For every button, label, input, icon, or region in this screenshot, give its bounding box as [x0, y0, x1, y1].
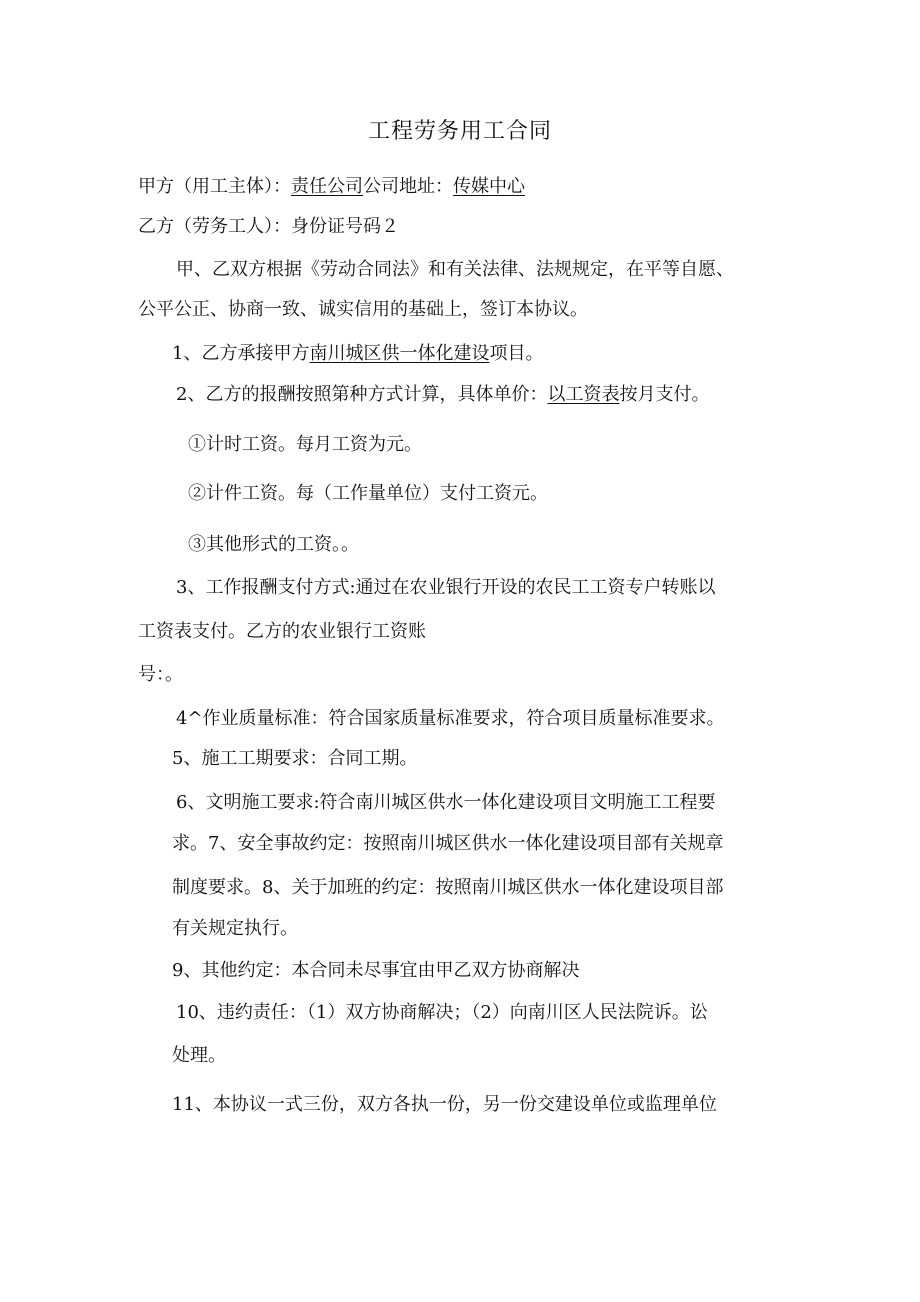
- clause-3-line-1: 3、工作报酬支付方式:通过在农业银行开设的农民工工资专户转账以: [176, 577, 716, 598]
- preamble-line-2: 公平公正、协商一致、诚实信用的基础上，签订本协议。: [138, 299, 588, 320]
- clause-2: [176, 380, 709, 410]
- clause-5: 5、施工工期要求：合同工期。: [172, 748, 418, 769]
- clause-11: 11、本协议一式三份，双方各执一份，另一份交建设单位或监理单位: [172, 1094, 717, 1115]
- party-a-address: 传媒中心: [453, 176, 525, 197]
- clause-6-8-line-1: 6、文明施工要求:符合南川城区供水一体化建设项目文明施工工程要: [176, 792, 716, 813]
- party-b-line: 乙方（劳务工人）：身份证号码２: [138, 216, 399, 237]
- party-a-name: 责任公司: [291, 176, 363, 197]
- party-a-line: [138, 172, 525, 202]
- party-a-address-label: 公司地址：: [363, 176, 453, 197]
- clause-6-8-line-2: 求。7、安全事故约定：按照南川城区供水一体化建设项目部有关规章: [172, 833, 724, 854]
- clause-1: [172, 339, 543, 369]
- clause-3-line-2: 工资表支付。乙方的农业银行工资账: [138, 621, 426, 642]
- clause-10-line-1: 10、违约责任：（1）双方协商解决；（2）向南川区人民法院诉。讼: [176, 1002, 708, 1023]
- clause-6-8-line-3: 制度要求。8、关于加班的约定：按照南川城区供水一体化建设项目部: [172, 877, 724, 898]
- clause-10-line-2: 处理。: [172, 1045, 226, 1066]
- clause-3-line-3: 号：。: [138, 664, 183, 685]
- clause-2-suffix: 按月支付。: [619, 384, 710, 405]
- clause-2-prefix: 2、乙方的报酬按照第种方式计算，具体单价：: [176, 384, 548, 405]
- clause-6-8-line-4: 有关规定执行。: [172, 918, 298, 939]
- clause-9: 9、其他约定：本合同未尽事宜由甲乙双方协商解决: [172, 960, 580, 981]
- party-a-label: 甲方（用工主体）：: [138, 176, 291, 197]
- wage-option-1: ①计时工资。每月工资为元。: [188, 434, 422, 455]
- wage-option-3: ③其他形式的工资。。: [188, 534, 359, 555]
- clause-1-project: 南川城区供一体化建设: [309, 343, 490, 364]
- clause-2-method: 以工资表: [547, 384, 620, 405]
- wage-option-2: ②计件工资。每（工作量单位）支付工资元。: [188, 483, 548, 504]
- preamble-line-1: 甲、乙双方根据《劳动合同法》和有关法律、法规规定，在平等自愿、: [176, 259, 734, 280]
- clause-1-prefix: 1、乙方承接甲方: [172, 343, 310, 364]
- clause-1-suffix: 项目。: [489, 343, 544, 364]
- clause-4: 4^作业质量标准：符合国家质量标准要求，符合项目质量标准要求。: [176, 708, 725, 729]
- document-title: 工程劳务用工合同: [367, 119, 552, 144]
